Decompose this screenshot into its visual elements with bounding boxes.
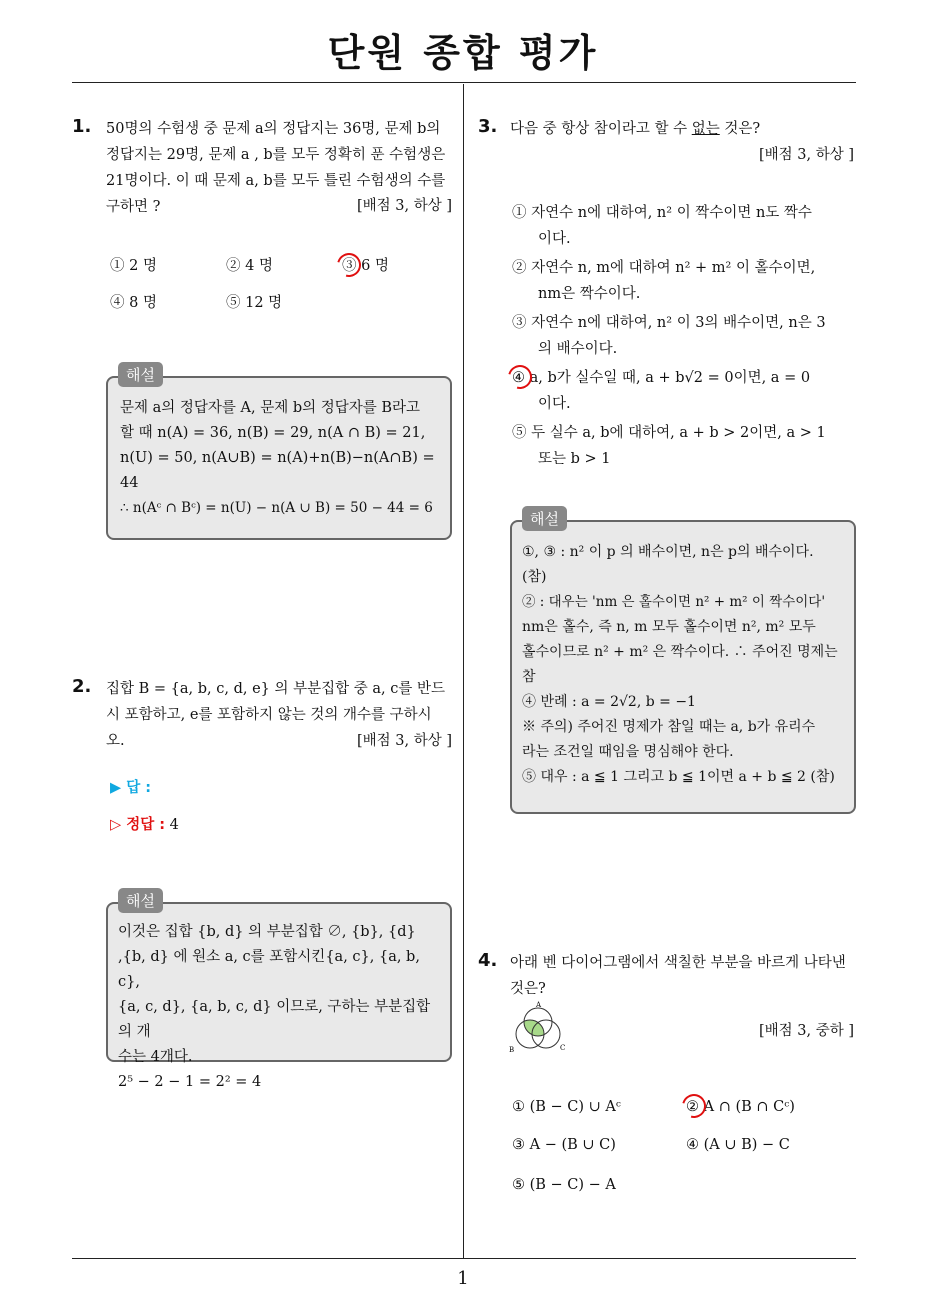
q1-solution-box: [106, 376, 452, 540]
q2-solution-line: 수는 4개다.: [118, 1049, 193, 1065]
q2-answer-label: ▶ 답 :: [110, 780, 152, 796]
q3-choice-4-line: ④ a, b가 실수일 때, a + b√2 = 0이면, a = 0: [512, 370, 811, 386]
q3-meta: [배점 3, 하상 ]: [758, 147, 854, 163]
q3-solution-line: ※ 주의) 주어진 명제가 참일 때는 a, b가 유리수: [522, 719, 816, 735]
q3-choice-5-line: 또는 b > 1: [538, 451, 611, 467]
q1-choice-4[interactable]: ④ 8 명: [110, 295, 157, 311]
q4-text-line: 아래 벤 다이어그램에서 색칠한 부분을 바르게 나타낸: [510, 955, 846, 971]
q4-number: 4.: [478, 950, 498, 971]
q2-solution-line: ,{b, d} 에 원소 a, c를 포함시킨{a, c}, {a, b, c},: [118, 949, 420, 990]
q3-choice-3-line: ③ 자연수 n에 대하여, n² 이 3의 배수이면, n은 3: [512, 315, 826, 331]
q3-choice-1-line: 이다.: [538, 231, 571, 247]
q4-choice-2[interactable]: ② A ∩ (B ∩ Cᶜ): [686, 1099, 795, 1115]
q3-text: [510, 116, 860, 142]
q4-choice-5[interactable]: ⑤ (B − C) − A: [512, 1177, 616, 1193]
q1-solution-tag: 해설: [118, 362, 163, 387]
q3-choice-1-line: ① 자연수 n에 대하여, n² 이 짝수이면 n도 짝수: [512, 205, 812, 221]
q2-solution-tag: 해설: [118, 888, 163, 913]
q3-solution-line: 라는 조건일 때임을 명심해야 한다.: [522, 744, 734, 760]
q3-choice-3-line: 의 배수이다.: [538, 341, 618, 357]
q1-solution-line: 할 때 n(A) = 36, n(B) = 29, n(A ∩ B) = 21,: [120, 425, 426, 441]
column-divider: [463, 84, 464, 1258]
q3-choice-5[interactable]: [512, 420, 852, 472]
q3-choice-1[interactable]: [512, 200, 852, 252]
q1-solution-line: 문제 a의 정답자를 A, 문제 b의 정답자를 B라고: [120, 400, 421, 416]
q3-number: 3.: [478, 116, 498, 137]
q1-choice-5[interactable]: ⑤ 12 명: [226, 295, 283, 311]
q2-solution-line: {a, c, d}, {a, b, c, d} 이므로, 구하는 부분집합의 개: [118, 999, 431, 1040]
page-number: 1: [457, 1268, 469, 1289]
q2-solution-box: [106, 902, 452, 1090]
q1-choice-3[interactable]: ③ 6 명: [342, 258, 389, 274]
q3-text-post: 것은?: [719, 121, 761, 137]
q2-correct-label: ▷ 정답 :: [110, 817, 166, 833]
q3-solution-line: ② : 대우는 'nm 은 홀수이면 n² + m² 이 짝수이다': [522, 594, 826, 610]
q3-text-pre: 다음 중 항상 참이라고 할 수: [510, 121, 692, 137]
q2-text-line: 시 포함하고, e를 포함하지 않는 것의 개수를 구하시: [106, 707, 432, 723]
q3-choice-2-line: ② 자연수 n, m에 대하여 n² + m² 이 홀수이면,: [512, 260, 816, 276]
q3-solution-line: 홀수이므로 n² + m² 은 짝수이다. ∴ 주어진 명제는: [522, 644, 838, 660]
q3-solution-tag: 해설: [522, 506, 567, 531]
q3-choice-2[interactable]: [512, 255, 852, 307]
q3-choice-5-line: ⑤ 두 실수 a, b에 대하여, a + b > 2이면, a > 1: [512, 425, 826, 441]
q3-solution-line: 참: [522, 669, 536, 685]
q2-solution-line: 2⁵ − 2 − 1 = 2² = 4: [118, 1074, 262, 1090]
q3-solution-line: nm은 홀수, 즉 n, m 모두 홀수이면 n², m² 모두: [522, 619, 816, 635]
q2-number: 2.: [72, 676, 92, 697]
q1-text-line: 50명의 수험생 중 문제 a의 정답지는 36명, 문제 b의: [106, 121, 441, 137]
q2-solution-body: [108, 904, 450, 1095]
q1-text-line: 정답지는 29명, 문제 a , b를 모두 정확히 푼 수험생은: [106, 147, 446, 163]
q4-choice-4[interactable]: ④ (A ∪ B) − C: [686, 1137, 790, 1153]
q1-solution-line: ∴ n(Aᶜ ∩ Bᶜ) = n(U) − n(A ∪ B) = 50 − 44 = 6: [120, 500, 433, 516]
q3-choice-4[interactable]: [512, 365, 852, 417]
q2-text-line: 집합 B = {a, b, c, d, e} 의 부분집합 중 a, c를 반드: [106, 681, 445, 697]
q1-choice-2[interactable]: ② 4 명: [226, 258, 273, 274]
q2-correct-value: 4: [169, 817, 179, 833]
q3-choice-4-line: 이다.: [538, 396, 571, 412]
venn-label-b: B: [509, 1046, 515, 1054]
q4-choice-1[interactable]: ① (B − C) ∪ Aᶜ: [512, 1099, 621, 1115]
q1-solution-line: 44: [120, 475, 139, 491]
q4-text-line: 것은?: [510, 981, 546, 997]
q1-choice-1[interactable]: ① 2 명: [110, 258, 157, 274]
q4-text: [510, 950, 860, 1002]
q3-text-underlined: 없는: [691, 121, 720, 137]
q2-text-line: 오.: [106, 733, 125, 749]
bottom-rule: [72, 1258, 856, 1259]
q1-solution-line: n(U) = 50, n(A∪B) = n(A)+n(B)−n(A∩B) =: [120, 450, 435, 466]
q2-correct-row: [110, 813, 179, 834]
q1-solution-body: [108, 378, 450, 521]
q1-text-line: 21명이다. 이 때 문제 a, b를 모두 틀린 수험생의 수를: [106, 173, 446, 189]
q4-choice-3[interactable]: ③ A − (B ∪ C): [512, 1137, 616, 1153]
q1-text-line: 구하면 ?: [106, 199, 161, 215]
top-rule: [72, 82, 856, 83]
q3-solution-line: ⑤ 대우 : a ≦ 1 그리고 b ≦ 1이면 a + b ≦ 2 (참): [522, 769, 835, 785]
page-title: 단원 종합 평가: [327, 31, 599, 75]
q3-choice-3[interactable]: [512, 310, 852, 362]
q3-solution-line: ①, ③ : n² 이 p 의 배수이면, n은 p의 배수이다.: [522, 544, 814, 560]
q3-solution-line: ④ 반례 : a = 2√2, b = −1: [522, 694, 696, 710]
q1-meta: [배점 3, 하상 ]: [356, 198, 452, 214]
q2-meta: [배점 3, 하상 ]: [356, 733, 452, 749]
q3-solution-body: [512, 522, 854, 790]
q3-solution-box: [510, 520, 856, 814]
venn-diagram: [506, 1000, 576, 1058]
q2-solution-line: 이것은 집합 {b, d} 의 부분집합 ∅, {b}, {d}: [118, 924, 416, 940]
venn-label-c: C: [560, 1044, 566, 1052]
venn-label-a: A: [536, 1001, 542, 1009]
q4-meta: [배점 3, 중하 ]: [758, 1023, 854, 1039]
q1-number: 1.: [72, 116, 92, 137]
q3-solution-line: (참): [522, 569, 547, 585]
q3-choice-2-line: nm은 짝수이다.: [538, 286, 641, 302]
